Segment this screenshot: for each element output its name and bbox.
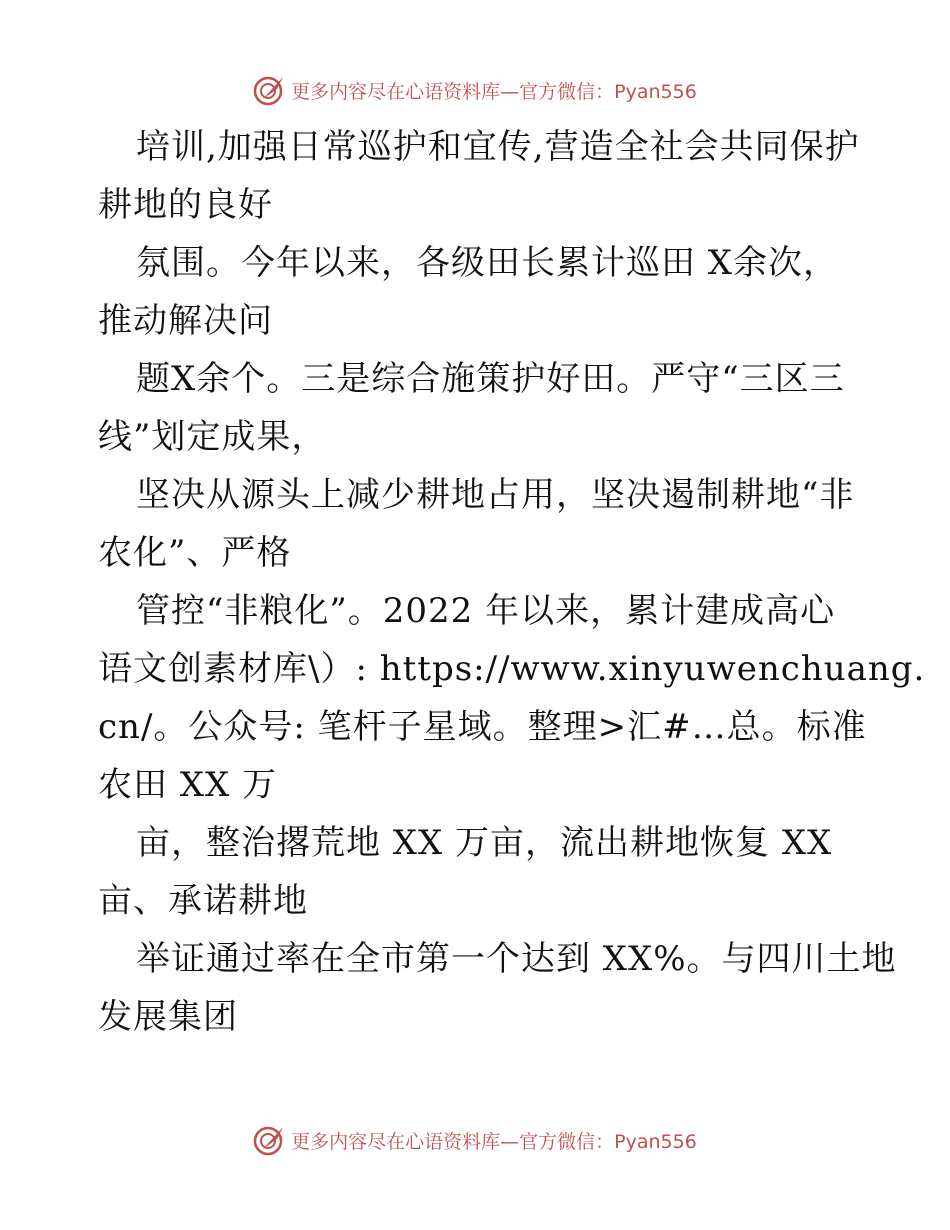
paragraph-line: 题X余个。三是综合施策护好田。严守“三区三	[136, 359, 845, 399]
watermark-text: 更多内容尽在心语资料库—官方微信：Pyan556	[291, 80, 697, 103]
paragraph-line: cn/。公众号: 笔杆子星域。整理>汇#…总。标准	[98, 707, 867, 747]
quill-logo-icon	[253, 1123, 287, 1157]
footer-watermark	[0, 1122, 950, 1158]
document-body	[98, 118, 926, 1046]
paragraph-line: 氛围。今年以来，各级田长累计巡田 X余次，	[136, 243, 839, 283]
paragraph-line: 推动解决问	[98, 301, 273, 341]
paragraph-line: 坚决从源头上减少耕地占用，坚决遏制耕地“非	[136, 475, 855, 515]
paragraph-line: 农化”、严格	[98, 533, 292, 573]
paragraph-line: 线”划定成果，	[98, 417, 327, 457]
paragraph-line: 培训,加强日常巡护和宜传,营造全社会共同保护	[136, 127, 860, 167]
quill-logo-icon	[253, 73, 287, 107]
watermark-text: 更多内容尽在心语资料库—官方微信：Pyan556	[291, 1130, 697, 1153]
paragraph-line: 亩、承诺耕地	[98, 881, 308, 921]
paragraph-line: 农田 XX 万	[98, 765, 278, 805]
paragraph-line: 语文创素材库\）: https://www.xinyuwenchuang.	[98, 649, 926, 689]
paragraph-line: 亩，整治撂荒地 XX 万亩，流出耕地恢复 XX	[136, 823, 833, 863]
paragraph-line: 耕地的良好	[98, 185, 273, 225]
paragraph-line: 发展集团	[98, 997, 238, 1037]
paragraph-line: 管控“非粮化”。2022 年以来，累计建成高心	[136, 591, 836, 631]
paragraph-line: 举证通过率在全市第一个达到 XX%。与四川土地	[136, 939, 897, 979]
header-watermark	[0, 72, 950, 108]
